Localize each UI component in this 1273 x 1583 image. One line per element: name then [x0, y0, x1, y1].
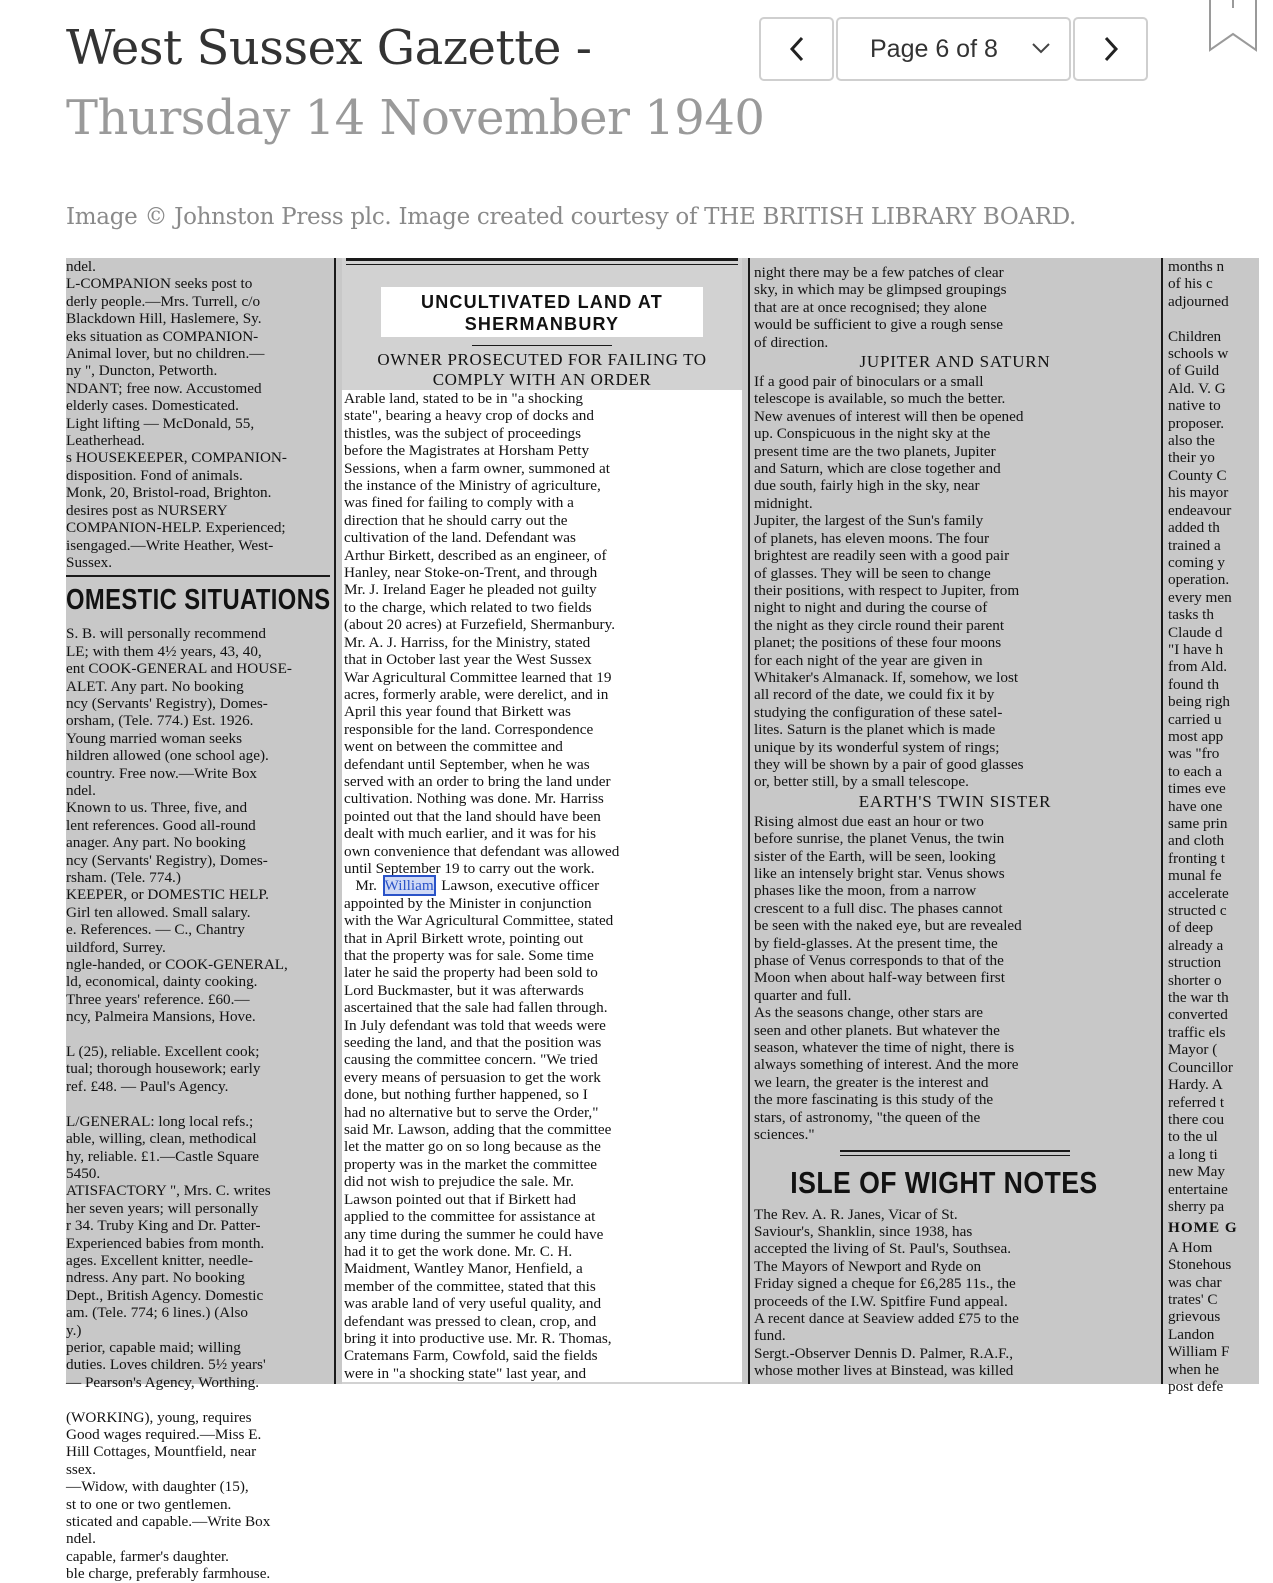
text-line: own convenience that defendant was allowed	[344, 842, 620, 860]
text-line: elderly cases. Domesticated.	[66, 397, 239, 415]
text-line: of direction.	[754, 333, 829, 351]
text-line: perior, capable maid; willing	[66, 1338, 241, 1356]
text-line	[66, 1391, 330, 1408]
text-line: L (25), reliable. Excellent cook;	[66, 1043, 260, 1061]
text-line: the more fascinating is this study of the	[754, 1091, 994, 1109]
text-line: ndel.	[66, 1530, 96, 1548]
text-line: sherry pa	[1168, 1197, 1225, 1215]
text-line: tasks th	[1168, 606, 1214, 624]
text-line: Arable land, stated to be in "a shocking	[344, 390, 584, 407]
text-line: COMPANION-HELP. Experienced;	[66, 519, 286, 537]
text-line: state", bearing a heavy crop of docks and	[344, 407, 594, 425]
text-line: by field-glasses. At the present time, the	[754, 934, 998, 952]
text-line: for each night of the year are given in	[754, 651, 983, 669]
text-line: The Rev. A. R. Janes, Vicar of St.	[754, 1205, 958, 1223]
text-line: member of the committee, stated that this	[344, 1277, 596, 1295]
text-line: night to night and during the course of	[754, 599, 988, 617]
search-highlight-word[interactable]: William	[384, 877, 434, 895]
text-line: A recent dance at Seaview added £75 to the	[754, 1309, 1019, 1327]
text-line: and cloth	[1168, 832, 1225, 850]
home-guard-heading: HOME G	[1168, 1219, 1238, 1237]
text-line: L-COMPANION seeks post to	[66, 275, 253, 293]
text-line: (about 20 acres) at Furzefield, Shermanbury.	[344, 616, 616, 634]
domestic-situations-heading: OMESTIC SITUATIONS	[66, 584, 331, 617]
text-line: Lord Buckmaster, but it was afterwards	[344, 981, 584, 999]
text-line: every means of persuasion to get the work	[344, 1068, 601, 1086]
text-line: "I have h	[1168, 640, 1224, 658]
text-line: of planets, has eleven moons. The four	[754, 529, 990, 547]
text-line: the war th	[1168, 989, 1229, 1007]
text-line	[1168, 310, 1259, 327]
page-select-label: Page 6 of 8	[870, 34, 998, 63]
text-line: ATISFACTORY ", Mrs. C. writes	[66, 1182, 271, 1200]
text-line: there cou	[1168, 1110, 1225, 1128]
text-line: all record of the date, we could fix it by	[754, 686, 995, 704]
text-line: any time during the summer he could have	[344, 1225, 604, 1243]
page-title: West Sussex Gazette -	[66, 20, 592, 76]
text-line: trates' C	[1168, 1290, 1218, 1308]
text-line: done, but nothing further happened, so I	[344, 1086, 588, 1104]
text-line: stars, of astronomy, "the queen of the	[754, 1108, 981, 1126]
article-body	[342, 390, 742, 1382]
text-line: being righ	[1168, 693, 1231, 711]
text-line: Friday signed a cheque for £6,285 11s., the	[754, 1275, 1016, 1293]
text-line: like an intensely bright star. Venus shows	[754, 865, 1005, 882]
text-line: ngle-handed, or COOK-GENERAL,	[66, 956, 288, 974]
article-subhead-2: COMPLY WITH AN ORDER	[432, 370, 652, 389]
text-line: that in October last year the West Sussex	[344, 651, 592, 669]
next-page-button[interactable]	[1073, 17, 1148, 81]
text-line: S. B. will personally recommend	[66, 625, 266, 643]
text-line: grievous	[1168, 1308, 1221, 1326]
text-line: ncy, Palmeira Mansions, Hove.	[66, 1008, 256, 1026]
text-line: they will be shown by a pair of good glasses	[754, 755, 1024, 773]
text-line: Light lifting — McDonald, 55,	[66, 414, 255, 432]
classifieds-top	[66, 258, 330, 571]
text-line: that are at once recognised; they alone	[754, 298, 987, 316]
text-line: April this year found that Birkett was	[344, 703, 571, 721]
text-line: added th	[1168, 519, 1220, 537]
text-line: season, whatever the time of night, there is	[754, 1039, 1015, 1057]
text-line: had no alternative but to serve the Order,"	[344, 1103, 599, 1121]
text-line: be seen with the naked eye, but are revealed	[754, 917, 1022, 935]
text-line: In July defendant was told that weeds were	[344, 1016, 606, 1034]
text-line: Saviour's, Shanklin, since 1938, has	[754, 1222, 973, 1240]
text-line: their yo	[1168, 449, 1215, 467]
text-line: unique by its wonderful system of rings;	[754, 738, 1000, 756]
text-line: Sergt.-Observer Dennis D. Palmer, R.A.F.,	[754, 1344, 1014, 1362]
text-line: endeavour	[1168, 501, 1232, 519]
text-line: went on between the committee and	[344, 738, 563, 756]
text-line: applied to the committee for assistance at	[344, 1208, 596, 1226]
previous-page-button[interactable]	[759, 17, 834, 81]
text-line: their positions, with respect to Jupiter, from	[754, 581, 1020, 599]
text-line: the night as they circle round their parent	[754, 616, 1005, 634]
text-line: ncy (Servants' Registry), Domes-	[66, 694, 268, 712]
text-line: already a	[1168, 936, 1224, 954]
text-line: telescope is available, so much the better.	[754, 390, 1006, 408]
text-line: did not wish to prejudice the sale. Mr.	[344, 1173, 574, 1191]
text-line: appointed by the Minister in conjunction	[344, 894, 592, 912]
text-line: struction	[1168, 954, 1222, 972]
text-line: Dept., British Agency. Domestic	[66, 1286, 264, 1304]
text-line: served with an order to bring the land under	[344, 772, 611, 790]
text-line: was arable land of very useful quality, and	[344, 1295, 602, 1313]
page-select-dropdown[interactable]	[836, 17, 1071, 81]
text-line: and Saturn, which are close together and	[754, 460, 1001, 478]
text-line: Young married woman seeks	[66, 729, 243, 747]
text-line: hildren allowed (one school age).	[66, 747, 269, 765]
text-line: War Agricultural Committee learned that 19	[344, 668, 612, 686]
text-line: County C	[1168, 466, 1227, 484]
text-line: fund.	[754, 1327, 786, 1345]
text-line: anager. Any part. No booking	[66, 834, 246, 852]
text-line: e. References. — C., Chantry	[66, 921, 245, 939]
text-line: (WORKING), young, requires	[66, 1408, 252, 1426]
text-line: hy, reliable. £1.—Castle Square	[66, 1147, 260, 1165]
text-line: Sussex.	[66, 553, 112, 571]
text-line: Lawson pointed out that if Birkett had	[344, 1190, 576, 1208]
text-line: most app	[1168, 727, 1224, 745]
article-subhead-1: OWNER PROSECUTED FOR FAILING TO	[377, 350, 707, 369]
isle-of-wight-text	[754, 1206, 1156, 1380]
text-line: ref. £48. — Paul's Agency.	[66, 1077, 229, 1095]
text-line: before the Magistrates at Horsham Petty	[344, 442, 590, 460]
text-line: later he said the property had been sold to	[344, 964, 598, 982]
text-line: desires post as NURSERY	[66, 501, 228, 519]
text-line: sister of the Earth, will be seen, looking	[754, 847, 996, 865]
text-line: Known to us. Three, five, and	[66, 799, 248, 817]
text-line: shorter o	[1168, 971, 1222, 989]
article-text: Mr.	[355, 877, 377, 895]
column-classifieds	[66, 258, 331, 1583]
text-line: responsible for the land. Correspondence	[344, 720, 594, 738]
text-line: tual; thorough housework; early	[66, 1060, 261, 1078]
text-line: LE; with them 4½ years, 43, 40,	[66, 642, 262, 660]
text-line: schools w	[1168, 345, 1229, 363]
bookmark-icon[interactable]	[1208, 0, 1258, 54]
text-line: thistles, was the subject of proceedings	[344, 424, 582, 442]
isle-of-wight-heading: ISLE OF WIGHT NOTES	[790, 1164, 1098, 1200]
text-line: Monk, 20, Bristol-road, Brighton.	[66, 484, 272, 502]
image-credit: Image © Johnston Press plc. Image created courtesy of THE BRITISH LIBRARY BOARD.	[66, 204, 1077, 230]
text-line: until September 19 to carry out the work.	[344, 859, 595, 877]
text-line: when he	[1168, 1360, 1220, 1378]
column-truncated	[1168, 258, 1259, 1395]
text-line: KEEPER, or DOMESTIC HELP.	[66, 886, 269, 904]
text-line: operation.	[1168, 571, 1230, 589]
text-line: with the War Agricultural Committee, stated	[344, 912, 614, 930]
text-line: traffic els	[1168, 1023, 1226, 1041]
text-line: derly people.—Mrs. Turrell, c/o	[66, 292, 261, 310]
text-line: Jupiter, the largest of the Sun's family	[754, 512, 984, 530]
text-line: accepted the living of St. Paul's, Southsea.	[754, 1240, 1012, 1258]
text-line: same prin	[1168, 815, 1228, 832]
text-line: lent references. Good all-round	[66, 816, 256, 834]
text-line: —Widow, with daughter (15),	[66, 1478, 249, 1496]
text-line: Whitaker's Almanack. If, somehow, we lost	[754, 668, 1019, 686]
headline-line-2: SHERMANBURY	[464, 314, 620, 334]
text-line: New avenues of interest will then be opened	[754, 407, 1024, 425]
text-line: L/GENERAL: long local refs.;	[66, 1112, 254, 1130]
text-line: carried u	[1168, 710, 1222, 728]
text-line: r 34. Truby King and Dr. Patter-	[66, 1217, 261, 1235]
text-line: able, willing, clean, methodical	[66, 1130, 257, 1148]
text-line: Rising almost due east an hour or two	[754, 812, 984, 830]
article-text: Lawson, executive officer	[441, 877, 600, 895]
earths-twin-sister-heading: EARTH'S TWIN SISTER	[858, 791, 1052, 811]
text-line: present time are the two planets, Jupiter	[754, 442, 996, 460]
section-rule	[840, 1150, 1070, 1156]
text-line: property was in the market the committee	[344, 1155, 598, 1173]
text-line: structed c	[1168, 902, 1227, 920]
text-line: seen and other planets. But whatever the	[754, 1021, 1000, 1039]
column-rule	[1161, 258, 1163, 1384]
text-line: eks situation as COMPANION-	[66, 327, 259, 345]
column-astronomy	[754, 258, 1156, 1384]
text-line: was char	[1168, 1273, 1222, 1291]
text-line: seeding the land, and that the position was	[344, 1034, 602, 1052]
text-line: — Pearson's Agency, Worthing.	[66, 1373, 260, 1391]
text-line: A Hom	[1168, 1238, 1213, 1256]
text-line: orsham, (Tele. 774.) Est. 1926.	[66, 712, 254, 730]
text-line: Claude d	[1168, 623, 1223, 641]
text-line: phases like the moon, from a narrow	[754, 882, 977, 900]
truncated-text	[1168, 258, 1259, 1215]
text-line: Ald. V. G	[1168, 379, 1226, 397]
text-line: phase of Venus corresponds to that of the	[754, 952, 1004, 970]
text-line: trained a	[1168, 536, 1221, 554]
truncated-text-bottom	[1168, 1239, 1259, 1396]
text-line: Good wages required.—Miss E.	[66, 1426, 262, 1443]
text-line: from Ald.	[1168, 658, 1228, 676]
text-line: Girl ten allowed. Small salary.	[66, 903, 251, 921]
text-line: were in "a shocking state" last year, and	[344, 1364, 587, 1382]
text-line: said Mr. Lawson, adding that the committee	[344, 1121, 612, 1139]
text-line: ascertained that the sale had fallen through.	[344, 999, 608, 1017]
text-line: defendant was pressed to clean, crop, and	[344, 1312, 597, 1330]
text-line: night there may be a few patches of clear	[754, 264, 1004, 281]
text-line: bring it into productive use. Mr. R. Thomas,	[344, 1329, 612, 1347]
text-line: acres, formerly arable, were derelict, and in	[344, 685, 609, 703]
text-line: uildford, Surrey.	[66, 938, 166, 956]
text-line: If a good pair of binoculars or a small	[754, 373, 984, 391]
text-line: times eve	[1168, 780, 1226, 798]
text-line: Blackdown Hill, Haslemere, Sy.	[66, 310, 262, 328]
text-line: isengaged.—Write Heather, West-	[66, 536, 274, 554]
text-line: to the charge, which related to two fields	[344, 598, 592, 616]
text-line: duties. Loves children. 5½ years'	[66, 1356, 266, 1374]
text-line: let the matter go on so long because as the	[344, 1138, 601, 1156]
text-line: sky, in which may be glimpsed groupings	[754, 281, 1007, 299]
text-line: am. (Tele. 774; 6 lines.) (Also	[66, 1304, 248, 1322]
astronomy-venus-text	[754, 813, 1156, 1144]
chevron-down-icon	[1031, 41, 1051, 55]
text-line: Mr. A. J. Harriss, for the Ministry, stated	[344, 633, 591, 651]
text-line: new May	[1168, 1163, 1225, 1181]
text-line: 5450.	[66, 1164, 101, 1182]
text-line: post defe	[1168, 1378, 1224, 1395]
text-line: Stonehous	[1168, 1256, 1232, 1274]
text-line: capable, farmer's daughter.	[66, 1547, 229, 1565]
text-line: Moon when about half-way between first	[754, 969, 1005, 987]
text-line: to each a	[1168, 762, 1222, 780]
column-rule	[334, 258, 336, 1384]
chevron-right-icon	[1103, 36, 1119, 62]
text-line: defendant until September, when he was	[344, 755, 590, 773]
text-line: we learn, the greater is the interest and	[754, 1073, 989, 1091]
text-line: Three years' reference. £60.—	[66, 990, 250, 1008]
text-line: that the property was for sale. Some time	[344, 947, 594, 964]
article-body-part-1	[344, 390, 740, 877]
text-line: st to one or two gentlemen.	[66, 1495, 232, 1513]
text-line: native to	[1168, 397, 1221, 415]
text-line: ncy (Servants' Registry), Domes-	[66, 851, 268, 869]
text-line: Hardy. A	[1168, 1076, 1223, 1094]
text-line: before sunrise, the planet Venus, the twin	[754, 830, 1005, 848]
article-body-part-2	[344, 895, 740, 1382]
text-line: lites. Saturn is the planet which is made	[754, 721, 996, 739]
text-line: Landon	[1168, 1325, 1215, 1343]
text-line: also the	[1168, 432, 1215, 450]
text-line: proceeds of the I.W. Spitfire Fund appeal.	[754, 1292, 1008, 1310]
text-line: have one	[1168, 797, 1223, 815]
column-article-shermanbury	[342, 258, 742, 1384]
text-line	[66, 1095, 330, 1112]
jupiter-saturn-heading: JUPITER AND SATURN	[859, 352, 1051, 372]
text-line: always something of interest. And the more	[754, 1056, 1019, 1074]
text-line: Hanley, near Stoke-on-Trent, and through	[344, 564, 598, 582]
text-line: As the seasons change, other stars are	[754, 1004, 983, 1022]
page-subtitle-date: Thursday 14 November 1940	[66, 90, 765, 146]
chevron-left-icon	[789, 36, 805, 62]
text-line: would be sufficient to give a rough sense	[754, 316, 1003, 334]
text-line: converted	[1168, 1006, 1228, 1024]
text-line: disposition. Fond of animals.	[66, 466, 243, 484]
newspaper-page-image[interactable]	[66, 258, 1259, 1583]
text-line: NDANT; free now. Accustomed	[66, 379, 262, 397]
text-line: ndress. Any part. No booking	[66, 1269, 245, 1287]
text-line: adjourned	[1168, 292, 1229, 310]
text-line: accelerate	[1168, 884, 1229, 902]
text-line: Leatherhead.	[66, 432, 145, 450]
text-line: cultivation of the land. Defendant was	[344, 529, 576, 547]
column-rule	[748, 258, 750, 1384]
text-line: his mayor	[1168, 484, 1229, 502]
text-line: Animal lover, but no children.—	[66, 345, 265, 363]
text-line: crescent to a full disc. The phases cannot	[754, 899, 1003, 917]
text-line: every men	[1168, 588, 1232, 606]
classifieds-bottom	[66, 625, 330, 1582]
text-line: a long ti	[1168, 1145, 1218, 1163]
text-line: whose mother lives at Binstead, was killed	[754, 1362, 1014, 1380]
text-line: ages. Excellent knitter, needle-	[66, 1251, 254, 1269]
text-line: y.)	[66, 1321, 82, 1339]
text-line: months n	[1168, 258, 1225, 275]
text-line: was fined for failing to comply with a	[344, 494, 574, 512]
text-line: midnight.	[754, 494, 813, 512]
text-line: planet; the positions of these four moons	[754, 634, 1002, 652]
text-line: munal fe	[1168, 867, 1222, 885]
text-line: direction that he should carry out the	[344, 511, 568, 529]
text-line: cultivation. Nothing was done. Mr. Harriss	[344, 790, 604, 808]
headline-line-1: UNCULTIVATED LAND AT	[421, 292, 663, 312]
text-line: sticated and capable.—Write Box	[66, 1513, 271, 1531]
text-line: to the ul	[1168, 1128, 1218, 1146]
text-line: proposer.	[1168, 414, 1225, 432]
text-line: Mayor (	[1168, 1041, 1218, 1059]
text-line: Councillor	[1168, 1058, 1233, 1076]
text-line	[66, 1026, 330, 1043]
text-line: fronting t	[1168, 849, 1225, 867]
text-line: Experienced babies from month.	[66, 1234, 265, 1252]
text-line: ld, economical, dainty cooking.	[66, 973, 258, 991]
text-line: coming y	[1168, 553, 1225, 571]
text-line: or, better still, by a small telescope.	[754, 773, 969, 791]
text-line: referred t	[1168, 1093, 1225, 1111]
text-line: ent COOK-GENERAL and HOUSE-	[66, 660, 292, 678]
text-line: had it to get the work done. Mr. C. H.	[344, 1242, 573, 1260]
text-line: ssex.	[66, 1460, 96, 1478]
text-line: Children	[1168, 327, 1222, 345]
text-line: causing the committee concern. "We tried	[344, 1051, 598, 1069]
text-line: of Guild	[1168, 362, 1220, 380]
text-line: due south, fairly high in the sky, near	[754, 477, 980, 495]
text-line: Cratemans Farm, Cowfold, said the fields	[344, 1347, 598, 1365]
text-line: Hill Cottages, Mountfield, near	[66, 1443, 257, 1461]
text-line: ALET. Any part. No booking	[66, 677, 244, 695]
article-line-highlight	[344, 877, 740, 894]
text-line: brightest are readily seen with a good pair	[754, 547, 1010, 565]
text-line: ndel.	[66, 258, 96, 275]
text-line: s HOUSEKEEPER, COMPANION-	[66, 449, 287, 467]
text-line: sciences."	[754, 1126, 815, 1144]
text-line: William F	[1168, 1343, 1230, 1361]
text-line: of glasses. They will be seen to change	[754, 564, 991, 582]
text-line: The Mayors of Newport and Ryde on	[754, 1257, 982, 1275]
text-line: of his c	[1168, 275, 1213, 293]
article-headline	[381, 287, 703, 337]
text-line: dealt with much earlier, and it was for his	[344, 825, 597, 843]
text-line: quarter and full.	[754, 986, 852, 1004]
text-line: Sessions, when a farm owner, summoned at	[344, 459, 610, 477]
text-line: the instance of the Ministry of agriculture,	[344, 477, 601, 495]
text-line: Mr. J. Ireland Eager he pleaded not guilty	[344, 581, 597, 599]
text-line: that in April Birkett wrote, pointing out	[344, 929, 584, 947]
text-line: Maidment, Wantley Manor, Henfield, a	[344, 1260, 583, 1278]
text-line: was "fro	[1168, 745, 1220, 763]
text-line: country. Free now.—Write Box	[66, 764, 258, 782]
text-line: ny ", Duncton, Petworth.	[66, 362, 218, 380]
text-line: of deep	[1168, 919, 1214, 937]
text-line: her seven years; will personally	[66, 1199, 259, 1217]
text-line: entertaine	[1168, 1180, 1228, 1198]
text-line: ble charge, preferably farmhouse.	[66, 1565, 271, 1583]
text-line: pointed out that the land should have been	[344, 807, 601, 825]
text-line: rsham. (Tele. 774.)	[66, 869, 181, 886]
astronomy-top	[754, 264, 1156, 351]
text-line: studying the configuration of these satel-	[754, 703, 1003, 721]
text-line: ndel.	[66, 781, 96, 799]
astronomy-jupiter-text	[754, 373, 1156, 791]
text-line: up. Conspicuous in the night sky at the	[754, 425, 991, 443]
text-line: found th	[1168, 675, 1220, 693]
text-line: Arthur Birkett, described as an engineer, of	[344, 546, 607, 564]
